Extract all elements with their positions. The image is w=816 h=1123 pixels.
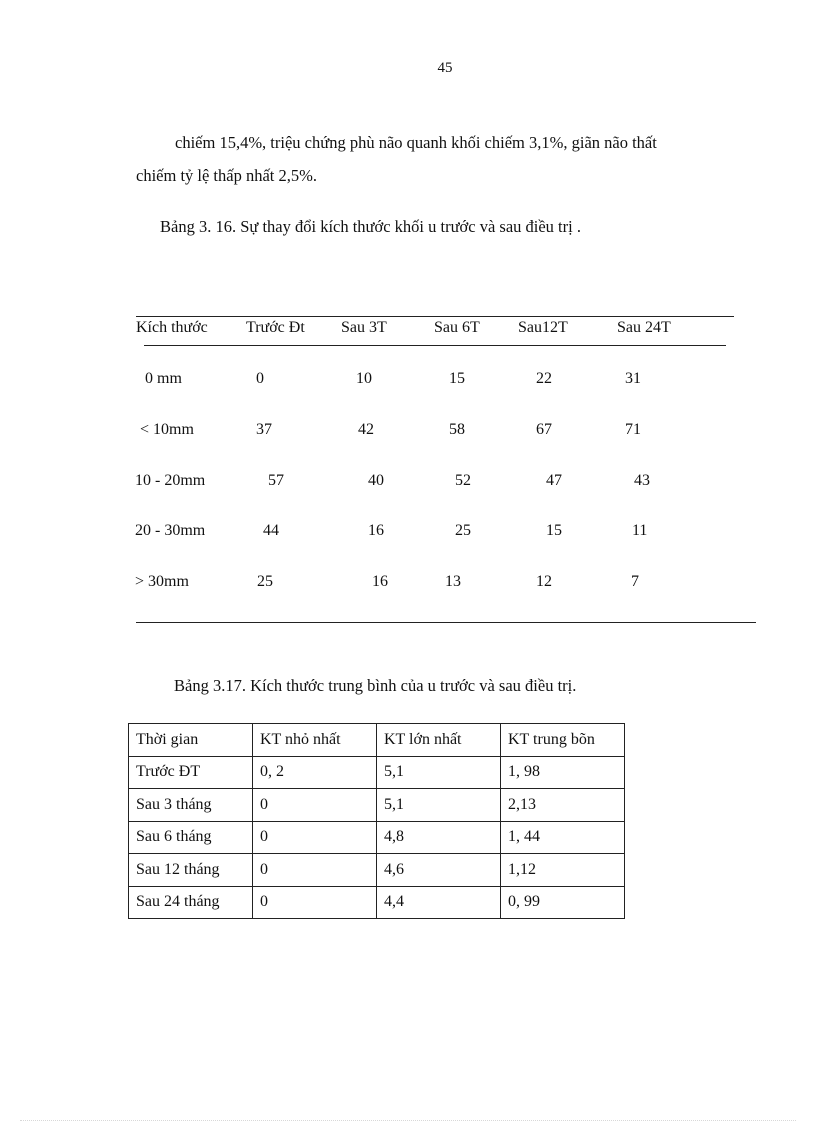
table-header-row xyxy=(129,724,625,757)
table-3-16-header-cell: Sau 24T xyxy=(617,319,671,336)
paragraph-line-2: chiếm tỷ lệ thấp nhất 2,5%. xyxy=(136,166,317,185)
table-3-16-cell: 37 xyxy=(256,421,272,438)
page-number: 45 xyxy=(437,60,453,76)
table-3-16-cell: 57 xyxy=(268,472,284,489)
table-3-16-header-cell: Kích thước xyxy=(136,319,208,336)
table-3-16-cell: 13 xyxy=(445,573,461,590)
table-cell: 1, 98 xyxy=(501,756,625,789)
table-3-16-cell: 10 - 20mm xyxy=(135,472,206,489)
header-cell: KT lớn nhất xyxy=(377,724,501,757)
table-3-16-cell: 15 xyxy=(546,522,562,539)
table-3-16-cell: 42 xyxy=(358,421,374,438)
table-3-16-cell: 25 xyxy=(455,522,471,539)
table-3-16-header-cell: Sau 3T xyxy=(341,319,387,336)
table-cell: Sau 24 tháng xyxy=(129,886,253,919)
table-cell: 4,6 xyxy=(377,854,501,887)
table-3-16-cell: 47 xyxy=(546,472,562,489)
table-3-16-cell: 15 xyxy=(449,370,465,387)
table-3-16-cell: 7 xyxy=(631,573,639,590)
table-3-16-cell: 20 - 30mm xyxy=(135,522,206,539)
table-3-16-cell: 71 xyxy=(625,421,641,438)
table-cell: Sau 12 tháng xyxy=(129,854,253,887)
table-3-17-caption: Bảng 3.17. Kích thước trung bình của u trước và sau điều trị. xyxy=(174,676,577,695)
table-cell: 1,12 xyxy=(501,854,625,887)
table-3-17 xyxy=(128,723,625,919)
paragraph-line-1: chiếm 15,4%, triệu chứng phù não quanh khối chiếm 3,1%, giãn não thất xyxy=(175,133,657,152)
table-3-16-header-cell: Sau 6T xyxy=(434,319,480,336)
page-bottom-border xyxy=(20,1120,796,1121)
table-cell: 5,1 xyxy=(377,789,501,822)
table-3-16-cell: 58 xyxy=(449,421,465,438)
table-3-16-header-rule xyxy=(144,345,726,346)
table-cell: Sau 3 tháng xyxy=(129,789,253,822)
table-3-16-cell: 52 xyxy=(455,472,471,489)
table-cell: Sau 6 tháng xyxy=(129,821,253,854)
table-3-16-cell: 10 xyxy=(356,370,372,387)
table-3-16-cell: 0 xyxy=(256,370,264,387)
table-cell: 0, 2 xyxy=(253,756,377,789)
table-3-16-bottom-rule xyxy=(136,622,756,623)
table-3-16-top-rule xyxy=(136,316,734,317)
table-3-16-cell: 25 xyxy=(257,573,273,590)
header-cell: KT nhỏ nhất xyxy=(253,724,377,757)
header-cell: Thời gian xyxy=(129,724,253,757)
table-cell: 2,13 xyxy=(501,789,625,822)
table-3-16-cell: 11 xyxy=(632,522,648,539)
table-row xyxy=(129,789,625,822)
table-3-16-caption: Bảng 3. 16. Sự thay đổi kích thước khối u trước và sau điều trị . xyxy=(160,217,581,236)
table-3-16-cell: 43 xyxy=(634,472,650,489)
table-cell: 0 xyxy=(253,886,377,919)
table-3-16-cell: 12 xyxy=(536,573,552,590)
table-cell: 0 xyxy=(253,854,377,887)
table-3-16-cell: 40 xyxy=(368,472,384,489)
table-cell: 0 xyxy=(253,821,377,854)
table-cell: 4,8 xyxy=(377,821,501,854)
table-cell: Trước ĐT xyxy=(129,756,253,789)
table-3-16-cell: > 30mm xyxy=(135,573,189,590)
table-cell: 0, 99 xyxy=(501,886,625,919)
table-3-16-cell: 0 mm xyxy=(145,370,182,387)
table-cell: 1, 44 xyxy=(501,821,625,854)
table-cell: 5,1 xyxy=(377,756,501,789)
table-cell: 0 xyxy=(253,789,377,822)
table-row xyxy=(129,854,625,887)
table-row xyxy=(129,886,625,919)
table-3-16-cell: 44 xyxy=(263,522,279,539)
table-3-16-cell: 31 xyxy=(625,370,641,387)
table-3-16-cell: 67 xyxy=(536,421,552,438)
header-cell: KT trung bõn xyxy=(501,724,625,757)
table-3-16-cell: < 10mm xyxy=(140,421,194,438)
table-cell: 4,4 xyxy=(377,886,501,919)
table-row xyxy=(129,756,625,789)
table-3-16-header-cell: Trước Đt xyxy=(246,319,305,336)
table-row xyxy=(129,821,625,854)
table-3-16-header-cell: Sau12T xyxy=(518,319,568,336)
table-3-16-cell: 16 xyxy=(368,522,384,539)
table-3-16-cell: 22 xyxy=(536,370,552,387)
table-3-16-cell: 16 xyxy=(372,573,388,590)
